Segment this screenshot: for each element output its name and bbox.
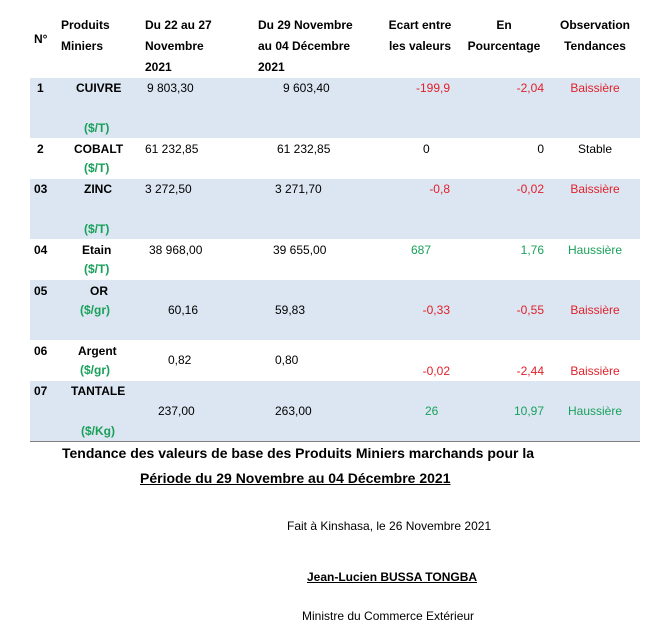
product-name: Argent — [78, 344, 117, 358]
prev-value: 61 232,85 — [145, 142, 199, 156]
product-name: TANTALE — [71, 384, 126, 398]
signatory-name: Jean-Lucien BUSSA TONGBA — [307, 570, 478, 584]
observation: Baissière — [570, 364, 620, 378]
prev-value: 9 803,30 — [147, 81, 194, 95]
pct-value: -2,44 — [516, 364, 544, 378]
product-unit: ($/T) — [84, 121, 110, 135]
ecart-value: -0,33 — [422, 303, 450, 317]
product-unit: ($/T) — [84, 262, 110, 276]
table-row — [30, 78, 640, 138]
row-num: 03 — [34, 182, 48, 196]
ecart-value: -199,9 — [415, 81, 450, 95]
prev-value: 237,00 — [158, 404, 195, 418]
ecart-value: -0,02 — [422, 364, 450, 378]
curr-value: 0,80 — [275, 353, 299, 367]
observation: Haussière — [567, 404, 623, 418]
product-unit: ($/Kg) — [81, 424, 115, 438]
pct-value: 1,76 — [520, 243, 544, 257]
header-num: N° — [34, 32, 48, 46]
table-row — [30, 381, 640, 441]
observation: Baissière — [570, 81, 620, 95]
table-bottom-border — [30, 441, 640, 442]
product-unit: ($/T) — [84, 222, 110, 236]
ecart-value: 0 — [423, 142, 430, 156]
curr-value: 39 655,00 — [273, 243, 327, 257]
table-row — [30, 239, 640, 280]
ecart-value: 26 — [425, 404, 439, 418]
product-unit: ($/gr) — [80, 363, 110, 377]
product-unit: ($/gr) — [80, 303, 110, 317]
header-ecart: Ecart entre les valeurs — [388, 18, 452, 53]
pct-value: -0,02 — [516, 182, 544, 196]
prev-value: 3 272,50 — [145, 182, 192, 196]
product-name: ZINC — [84, 182, 112, 196]
table-row — [30, 280, 640, 340]
curr-value: 9 603,40 — [283, 81, 330, 95]
header-product: Produits Miniers — [61, 18, 110, 53]
row-num: 06 — [34, 344, 48, 358]
product-name: OR — [90, 284, 108, 298]
pct-value: 0 — [537, 142, 544, 156]
place-and-date: Fait à Kinshasa, le 26 Novembre 2021 — [287, 519, 492, 533]
curr-value: 263,00 — [275, 404, 312, 418]
table-row — [30, 179, 640, 239]
header-curr-week: Du 29 Novembre au 04 Décembre 2021 — [258, 18, 353, 74]
prev-value: 60,16 — [168, 303, 199, 317]
table-row — [30, 340, 640, 381]
header-observation: Observation Tendances — [559, 18, 631, 53]
caption-line-1: Tendance des valeurs de base des Produits Miniers marchands pour la — [62, 445, 535, 461]
prev-value: 0,82 — [168, 353, 192, 367]
caption-line-2: Période du 29 Novembre au 04 Décembre 2021 — [140, 470, 451, 486]
row-num: 1 — [37, 81, 44, 95]
curr-value: 3 271,70 — [275, 182, 322, 196]
table-row — [30, 138, 640, 179]
ecart-value: 687 — [411, 243, 432, 257]
row-num: 05 — [34, 284, 48, 298]
product-name: CUIVRE — [76, 81, 122, 95]
observation: Haussière — [567, 243, 623, 257]
observation: Baissière — [570, 303, 620, 317]
product-name: COBALT — [74, 142, 124, 156]
pct-value: -0,55 — [516, 303, 544, 317]
row-num: 04 — [34, 243, 48, 257]
curr-value: 61 232,85 — [277, 142, 331, 156]
row-num: 2 — [37, 142, 44, 156]
product-unit: ($/T) — [84, 161, 110, 175]
observation: Baissière — [570, 182, 620, 196]
pct-value: 10,97 — [513, 404, 544, 418]
header-prev-week: Du 22 au 27 Novembre 2021 — [145, 18, 212, 74]
prev-value: 38 968,00 — [149, 243, 203, 257]
header-percentage: En Pourcentage — [467, 18, 541, 53]
pct-value: -2,04 — [516, 81, 544, 95]
ecart-value: -0,8 — [429, 182, 450, 196]
row-num: 07 — [34, 384, 48, 398]
product-name: Etain — [82, 243, 112, 257]
observation: Stable — [577, 142, 613, 156]
curr-value: 59,83 — [275, 303, 306, 317]
signatory-title: Ministre du Commerce Extérieur — [302, 609, 475, 623]
